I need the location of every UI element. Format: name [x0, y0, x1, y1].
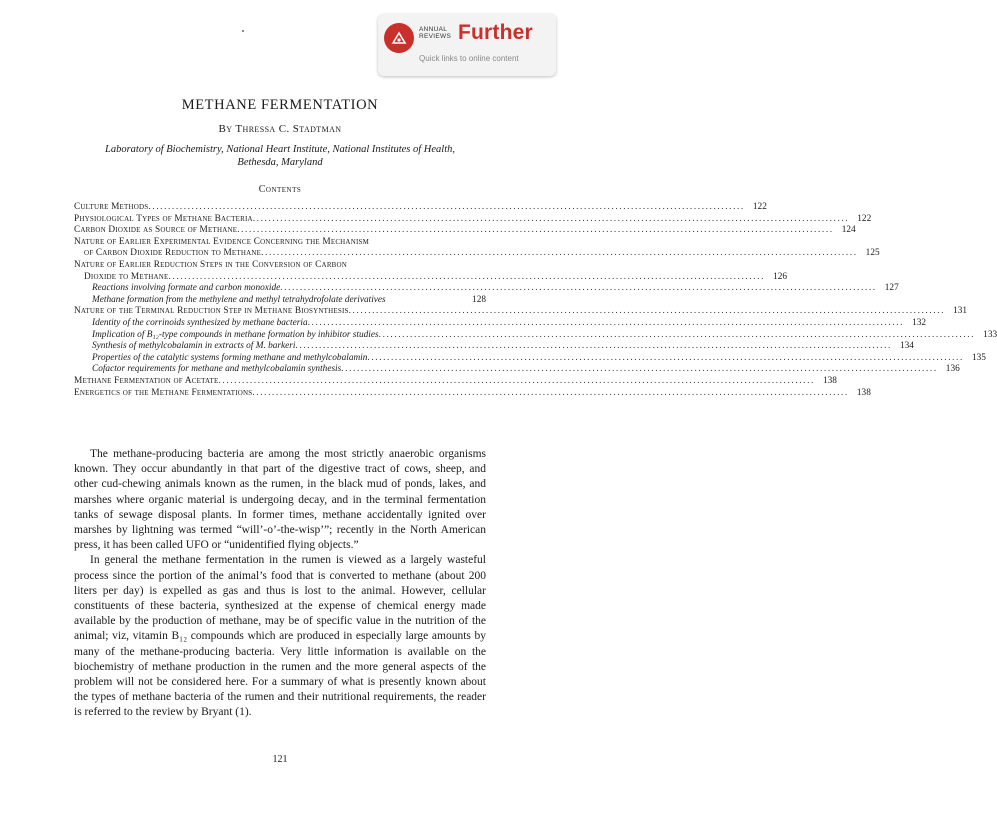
- affiliation-line-2: Bethesda, Maryland: [237, 157, 323, 168]
- body-paragraph-1: The methane-producing bacteria are among the most strictly anaerobic organisms known. They occur abundantly in that part of the digestive tract of cows, sheep, and other cud-chewing animals known as the rumen, in the black mud of ponds, lakes, and marshes where organic material is undergoing decay, and in the terminal fermentation tanks of sewage disposal plants. In former times, methane accidentally ignited over marshes by lightning was termed “will’-o’-the-wisp’”; recently in the North American press, it has been called UFO or “unidentified flying objects.”: [74, 448, 486, 552]
- toc-entry-page: 136: [945, 364, 960, 375]
- toc-entry-title: Implication of B₁₂-type compounds in methane formation by inhibitor studies: [92, 329, 379, 340]
- toc-leader: [295, 341, 891, 351]
- toc-leader: [218, 376, 814, 386]
- toc-entry[interactable]: [74, 352, 986, 365]
- annual-reviews-wordmark: [419, 26, 451, 40]
- toc-entry-title: Methane Fermentation of Acetate: [74, 375, 219, 386]
- page-number: 121: [272, 754, 288, 765]
- toc-entry[interactable]: [74, 283, 899, 295]
- toc-entry-title: Dioxide to Methane: [84, 271, 169, 282]
- toc-entry-page: 135: [971, 352, 986, 363]
- toc-entry[interactable]: [74, 295, 486, 307]
- toc-entry-page: 138: [823, 375, 837, 386]
- toc-leader: [261, 248, 857, 258]
- toc-entry-page: 122: [752, 202, 767, 212]
- toc-entry[interactable]: [74, 329, 997, 342]
- article-title: METHANE FERMENTATION: [181, 97, 379, 113]
- toc-entry-title: of Carbon Dioxide Reduction to Methane: [84, 248, 262, 259]
- annual-reviews-further-badge[interactable]: [378, 14, 556, 76]
- further-logo-icon: [384, 23, 414, 53]
- further-label: Further: [458, 21, 533, 44]
- toc-leader: [379, 330, 975, 340]
- toc-entry[interactable]: [74, 317, 927, 330]
- toc-entry-title: Nature of the Terminal Reduction Step in Methane Biosynthesis: [74, 306, 349, 317]
- toc-entry-page: 128: [472, 294, 486, 305]
- toc-entry[interactable]: [74, 375, 837, 388]
- toc-entry-page: 131: [953, 306, 968, 317]
- affiliation-line-1: Laboratory of Biochemistry, National Heart Institute, National Institutes of Health,: [105, 144, 455, 155]
- contents-heading: Contents: [258, 184, 302, 195]
- toc-entry-page: 134: [900, 341, 914, 352]
- further-tagline: Quick links to online content: [419, 54, 519, 63]
- toc-leader: [169, 272, 765, 282]
- speck-mark: [242, 30, 244, 32]
- toc-entry-title: Nature of Earlier Reduction Steps in the Conversion of Carbon: [74, 259, 348, 270]
- toc-entry[interactable]: [74, 341, 914, 353]
- toc-entry-title: Properties of the catalytic systems forming methane and methylcobalamin: [92, 352, 368, 363]
- toc-entry-title: Reactions involving formate and carbon monoxide: [92, 283, 281, 294]
- toc-entry-title: Carbon Dioxide as Source of Methane: [74, 225, 238, 236]
- toc-entry-page: 126: [773, 271, 788, 282]
- toc-entry[interactable]: [74, 213, 872, 226]
- toc-entry-title: Identity of the corrinoids synthesized by methane bacteria: [92, 317, 308, 328]
- toc-entry[interactable]: [74, 387, 871, 400]
- toc-leader: [367, 353, 963, 363]
- toc-leader: [341, 364, 937, 374]
- toc-entry[interactable]: [74, 271, 788, 284]
- toc-leader: [349, 306, 945, 316]
- toc-entry-page: 138: [856, 387, 871, 398]
- toc-entry[interactable]: [74, 225, 856, 237]
- reviews-label: REVIEWS: [419, 33, 452, 40]
- toc-entry[interactable]: [74, 364, 960, 376]
- toc-entry[interactable]: [74, 260, 486, 272]
- toc-entry-page: 125: [865, 248, 880, 259]
- toc-entry-page: 124: [841, 225, 856, 236]
- toc-leader: [148, 202, 744, 212]
- annual-label: ANNUAL: [419, 26, 448, 33]
- toc-leader: [308, 318, 904, 328]
- toc-entry-title: Physiological Types of Methane Bacteria: [74, 213, 253, 224]
- toc-entry-title: Culture Methods: [74, 202, 149, 212]
- toc-entry-page: 122: [857, 213, 872, 224]
- toc-entry-page: 132: [912, 317, 927, 328]
- toc-entry[interactable]: [74, 237, 486, 249]
- article-body: [74, 447, 486, 721]
- toc-entry-title: Energetics of the Methane Fermentations: [74, 387, 253, 398]
- toc-entry[interactable]: [74, 202, 767, 214]
- toc-leader: [252, 388, 848, 398]
- author-affiliation: [60, 143, 500, 169]
- toc-leader: [237, 225, 833, 235]
- toc-leader: [253, 214, 849, 224]
- toc-entry-title: Synthesis of methylcobalamin in extracts of M. barkeri: [92, 341, 296, 352]
- toc-entry-title: Nature of Earlier Experimental Evidence Concerning the Mechanism: [74, 236, 369, 247]
- toc-entry[interactable]: [74, 306, 968, 318]
- toc-entry-title: Cofactor requirements for methane and methylcobalamin synthesis: [92, 364, 342, 375]
- toc-entry-page: 127: [884, 283, 899, 294]
- body-paragraph-2: In general the methane fermentation in the rumen is viewed as a largely wasteful process since the portion of the animal’s food that is converted to methane (about 200 liters per day) is expelled as gas and thus is lost to the animal. However, cellular constituents of these bacteria, synthesized at the expense of chemical energy made available by the production of methane, may be of specific value in the nutrition of the animal; viz, vitamin B₁₂ compounds which are produced in especially large amounts by many of the methane-producing bacteria. Very little information is available on the biochemistry of methane production in the rumen and the more general aspects of the problem will not be considered here. For a summary of what is presently known about the types of methane bacteria of the rumen and their nutritional requirements, the reader is referred to the review by Bryant (1).: [74, 554, 486, 719]
- toc-leader: [280, 283, 876, 293]
- toc-entry-page: 133: [983, 329, 997, 340]
- article-author: By Thressa C. Stadtman: [218, 123, 342, 135]
- toc-entry-title: Methane formation from the methylene and methyl tetrahydrofolate derivatives: [92, 294, 386, 305]
- table-of-contents: [74, 202, 997, 399]
- toc-entry[interactable]: [74, 248, 880, 260]
